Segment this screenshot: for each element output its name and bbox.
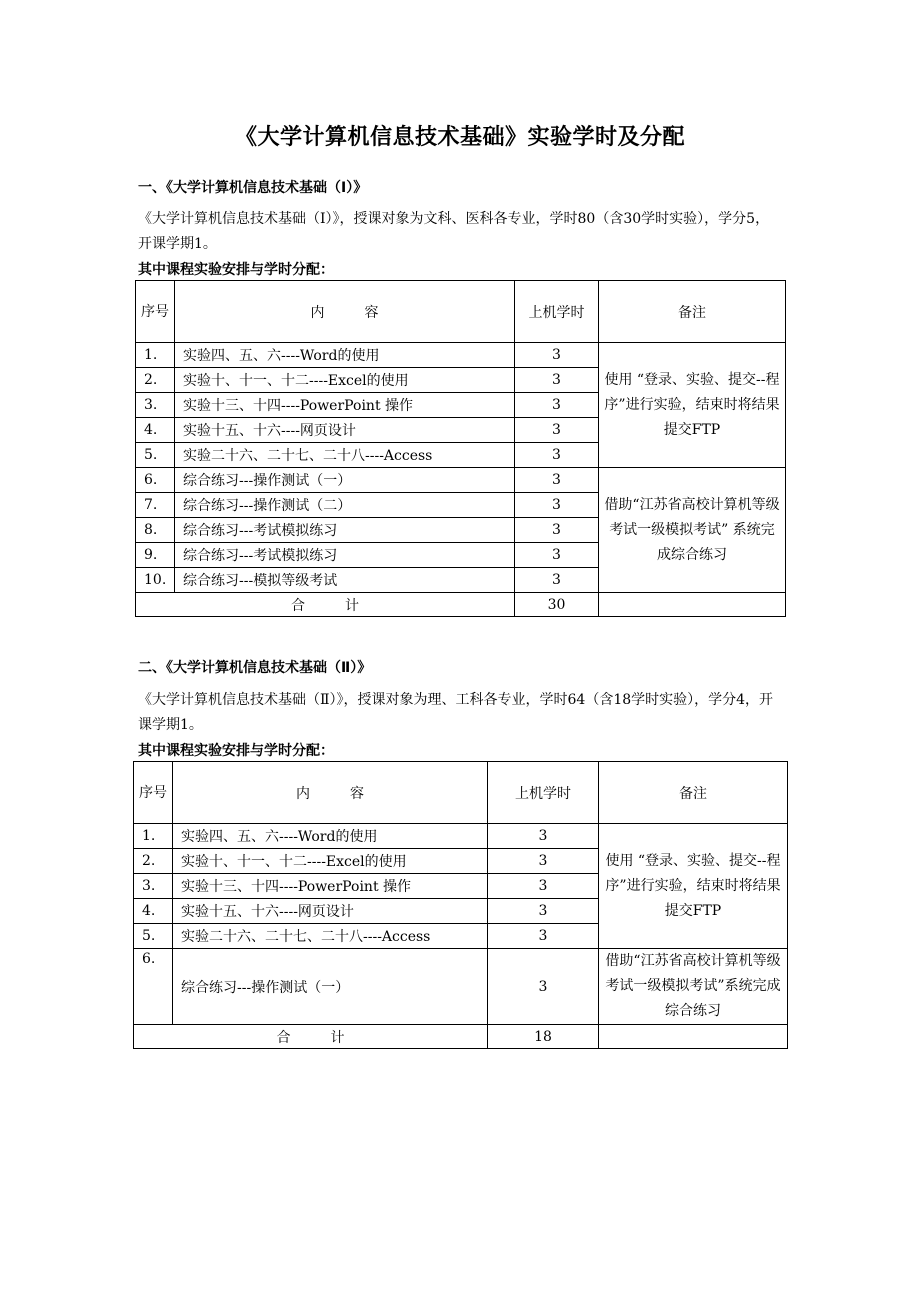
row-hours: 3 xyxy=(515,443,599,468)
row-content: 实验十、十一、十二----Excel的使用 xyxy=(175,368,515,393)
row-seq: 9. xyxy=(136,543,175,568)
total-note-empty xyxy=(599,1025,788,1049)
table-header-row xyxy=(136,281,786,343)
note-cell-1: 使用 “登录、实验、提交--程序”进行实验，结束时将结果提交FTP xyxy=(599,824,788,949)
row-content: 实验十三、十四----PowerPoint 操作 xyxy=(175,393,515,418)
row-content: 综合练习---操作测试（一） xyxy=(175,468,515,493)
row-content: 实验十五、十六----网页设计 xyxy=(173,899,488,924)
table-row xyxy=(136,343,786,368)
total-label-b: 计 xyxy=(330,1029,345,1046)
header-note: 备注 xyxy=(599,281,786,343)
note-cell-2: 借助“江苏省高校计算机等级考试一级模拟考试” 系统完成综合练习 xyxy=(599,468,786,593)
row-content: 综合练习---操作测试（一） xyxy=(173,949,488,1025)
row-content: 综合练习---考试模拟练习 xyxy=(175,543,515,568)
row-seq: 6. xyxy=(136,468,175,493)
row-seq: 8. xyxy=(136,518,175,543)
row-hours: 3 xyxy=(488,874,599,899)
section2-table xyxy=(133,761,788,1049)
row-seq: 2. xyxy=(134,849,173,874)
header-content xyxy=(173,762,488,824)
header-note: 备注 xyxy=(599,762,788,824)
row-seq: 1. xyxy=(136,343,175,368)
total-hours: 18 xyxy=(488,1025,599,1049)
section1-table xyxy=(135,280,786,617)
row-seq: 7. xyxy=(136,493,175,518)
header-content xyxy=(175,281,515,343)
header-content-b: 容 xyxy=(364,304,379,321)
row-hours: 3 xyxy=(515,393,599,418)
header-seq: 序号 xyxy=(134,762,173,824)
row-seq: 4. xyxy=(136,418,175,443)
row-hours: 3 xyxy=(515,543,599,568)
total-hours: 30 xyxy=(515,593,599,617)
row-content: 综合练习---操作测试（二） xyxy=(175,493,515,518)
header-content-a: 内 xyxy=(296,785,310,802)
header-content-b: 容 xyxy=(350,785,364,802)
header-content-a: 内 xyxy=(310,304,325,321)
row-seq: 5. xyxy=(136,443,175,468)
row-hours: 3 xyxy=(515,568,599,593)
section2-heading: 二、《大学计算机信息技术基础（Ⅱ）》 xyxy=(138,660,372,676)
header-seq: 序号 xyxy=(136,281,175,343)
document-title: 《大学计算机信息技术基础》实验学时及分配 xyxy=(234,125,685,150)
total-note-empty xyxy=(599,593,786,617)
row-content: 实验十三、十四----PowerPoint 操作 xyxy=(173,874,488,899)
row-seq: 2. xyxy=(136,368,175,393)
section1-sub-heading: 其中课程实验安排与学时分配： xyxy=(138,262,334,278)
header-hours: 上机学时 xyxy=(515,281,599,343)
row-content: 综合练习---考试模拟练习 xyxy=(175,518,515,543)
section2-sub-heading: 其中课程实验安排与学时分配： xyxy=(138,743,334,759)
table-header-row xyxy=(134,762,788,824)
section1-heading: 一、《大学计算机信息技术基础（Ⅰ）》 xyxy=(138,180,368,196)
note-cell-1: 使用 “登录、实验、提交--程序”进行实验，结束时将结果提交FTP xyxy=(599,343,786,468)
table-row xyxy=(136,468,786,493)
total-label-a: 合 xyxy=(291,597,305,614)
row-hours: 3 xyxy=(515,493,599,518)
row-hours: 3 xyxy=(515,418,599,443)
total-label-a: 合 xyxy=(276,1029,291,1046)
row-hours: 3 xyxy=(515,468,599,493)
row-hours: 3 xyxy=(488,824,599,849)
row-content: 综合练习---模拟等级考试 xyxy=(175,568,515,593)
header-hours: 上机学时 xyxy=(488,762,599,824)
row-hours: 3 xyxy=(488,924,599,949)
row-hours: 3 xyxy=(515,343,599,368)
table-row xyxy=(134,949,788,1025)
table-total-row xyxy=(136,593,786,617)
row-content: 实验十五、十六----网页设计 xyxy=(175,418,515,443)
row-content: 实验十、十一、十二----Excel的使用 xyxy=(173,849,488,874)
row-hours: 3 xyxy=(488,899,599,924)
row-hours: 3 xyxy=(488,949,599,1025)
row-seq: 3. xyxy=(134,874,173,899)
total-label-b: 计 xyxy=(345,597,359,614)
row-content: 实验四、五、六----Word的使用 xyxy=(173,824,488,849)
row-seq: 10. xyxy=(136,568,175,593)
section1-intro: 《大学计算机信息技术基础（Ⅰ）》，授课对象为文科、医科各专业，学时80（含30学时实验），学分5，开课学期1。 xyxy=(138,211,770,252)
row-seq: 6. xyxy=(134,949,173,1025)
row-content: 实验二十六、二十七、二十八----Access xyxy=(175,443,515,468)
table-row xyxy=(134,824,788,849)
row-hours: 3 xyxy=(515,368,599,393)
row-hours: 3 xyxy=(488,849,599,874)
row-hours: 3 xyxy=(515,518,599,543)
row-seq: 5. xyxy=(134,924,173,949)
row-content: 实验四、五、六----Word的使用 xyxy=(175,343,515,368)
section2-intro: 《大学计算机信息技术基础（Ⅱ）》，授课对象为理、工科各专业，学时64（含18学时实验），学分4，开课学期1。 xyxy=(138,692,774,733)
total-label xyxy=(136,593,515,617)
row-seq: 1. xyxy=(134,824,173,849)
note-cell-2: 借助“江苏省高校计算机等级考试一级模拟考试”系统完成综合练习 xyxy=(599,949,788,1025)
row-seq: 4. xyxy=(134,899,173,924)
total-label xyxy=(134,1025,488,1049)
row-content: 实验二十六、二十七、二十八----Access xyxy=(173,924,488,949)
row-seq: 3. xyxy=(136,393,175,418)
table-total-row xyxy=(134,1025,788,1049)
